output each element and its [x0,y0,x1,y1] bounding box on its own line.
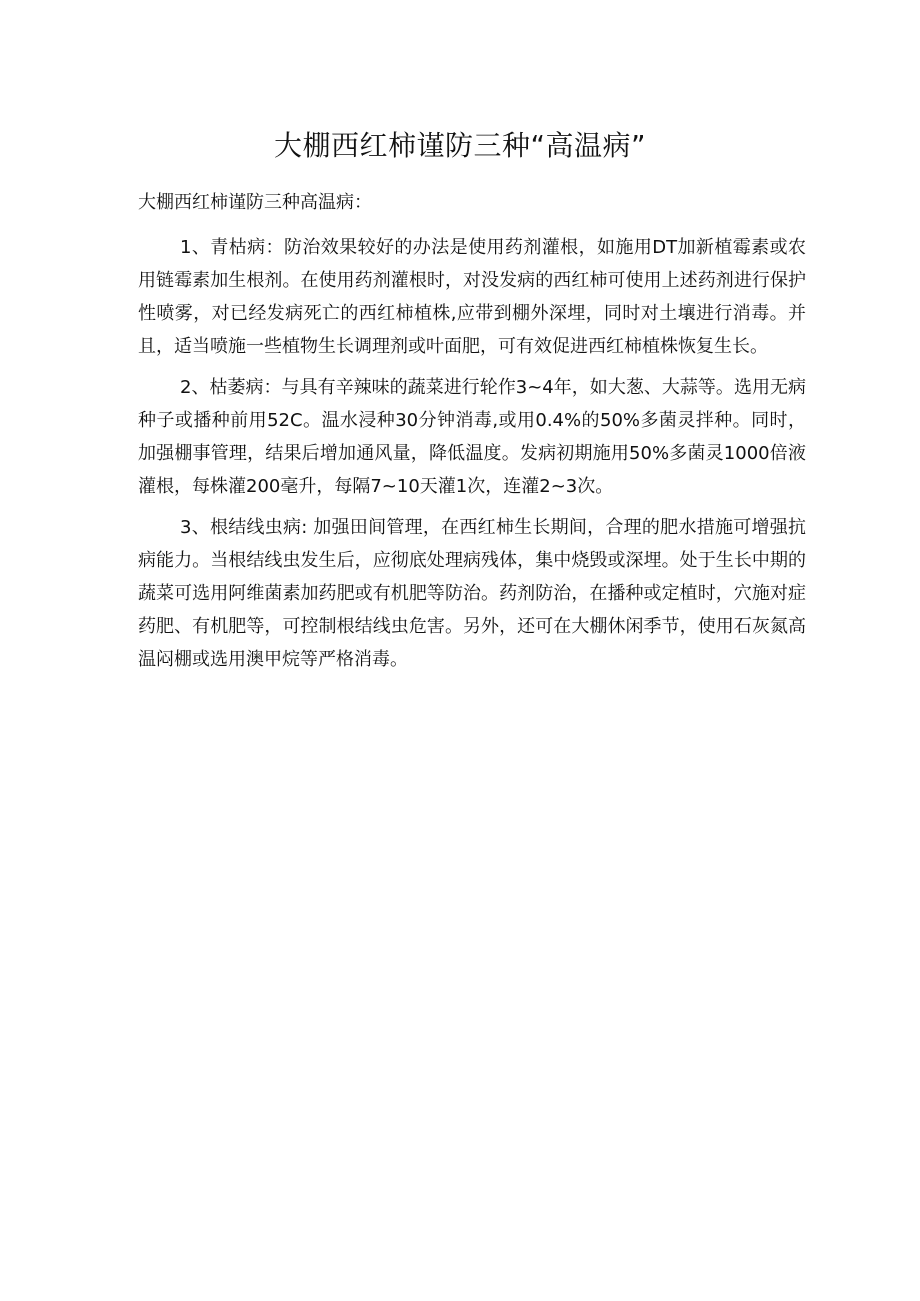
paragraph-fusarium-wilt: 2、枯萎病：与具有辛辣味的蔬菜进行轮作3~4年，如大葱、大蒜等。选用无病种子或播种前用52C。温水浸种30分钟消毒,或用0.4%的50%多菌灵拌种。同时，加强棚事管理，结果后增加通风量，降低温度。发病初期施用50%多菌灵1000倍液灌根，每株灌200毫升，每隔7~10天灌1次，连灌2~3次。 [138,377,806,497]
document-body [138,186,806,676]
document-subtitle: 大棚西红柿谨防三种高温病： [138,192,372,213]
paragraph-root-knot-nematode: 3、根结线虫病: 加强田间管理，在西红柿生长期间，合理的肥水措施可增强抗病能力。当根结线虫发生后，应彻底处理病残体，集中烧毁或深埋。处于生长中期的蔬菜可选用阿维菌素加药肥或有机肥等防治。药剂防治，在播种或定植时，穴施对症药肥、有机肥等，可控制根结线虫危害。另外，还可在大棚休闲季节，使用石灰氮高温闷棚或选用澳甲烷等严格消毒。 [138,517,806,670]
paragraph-bacterial-wilt: 1、青枯病：防治效果较好的办法是使用药剂灌根，如施用DT加新植霉素或农用链霉素加生根剂。在使用药剂灌根时，对没发病的西红柿可使用上述药剂进行保护性喷雾，对已经发病死亡的西红柿植株,应带到棚外深埋，同时对土壤进行消毒。并且，适当喷施一些植物生长调理剂或叶面肥，可有效促进西红柿植株恢复生长。 [138,237,806,357]
document-title: 大棚西红柿谨防三种“高温病” [273,129,646,162]
